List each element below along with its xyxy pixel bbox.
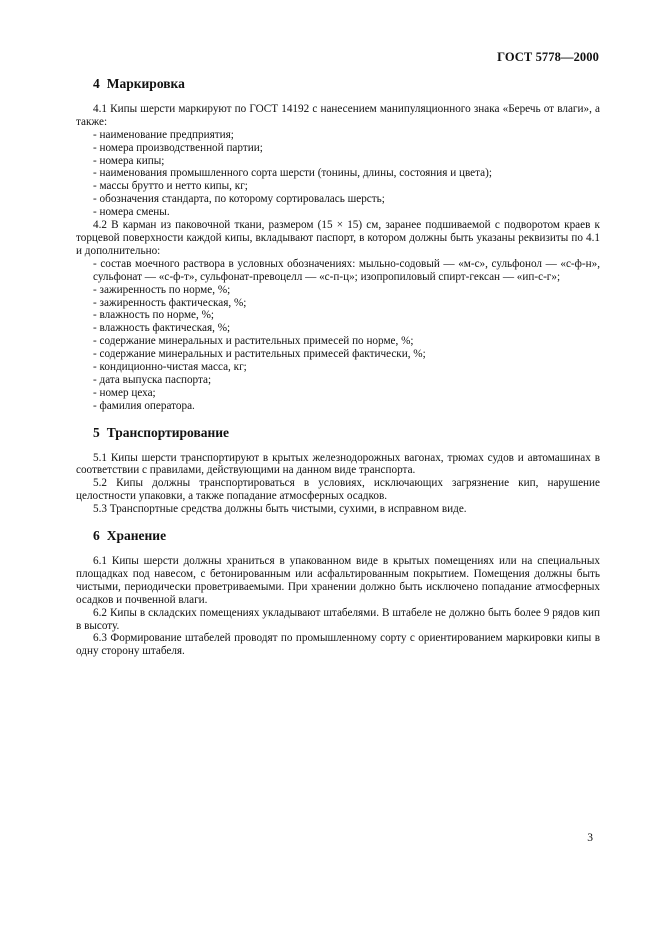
list-item: - наименование предприятия; — [93, 129, 600, 142]
section-title: Маркировка — [106, 76, 185, 91]
paragraph-6-3: 6.3 Формирование штабелей проводят по промышленному сорту с ориентированием маркировки кипы в одну сторону штабеля. — [76, 632, 600, 658]
standard-header: ГОСТ 5778—2000 — [497, 50, 599, 64]
passport-list — [76, 258, 600, 413]
list-item: - массы брутто и нетто кипы, кг; — [93, 180, 600, 193]
page-number: 3 — [587, 832, 593, 844]
list-item: - номера производственной партии; — [93, 142, 600, 155]
list-item: - состав моечного раствора в условных обозначениях: мыльно-содовый — «м-с», сульфонол — «с-ф-н», сульфонат — «с-ф-т», сульфонат-превоцелл — «с-п-ц»; изопропиловый спирт-гексан — «ип-с-г»; — [93, 258, 600, 284]
paragraph-6-2: 6.2 Кипы в складских помещениях укладывают штабелями. В штабеле не должно быть более 9 рядов кип в высоту. — [76, 606, 600, 632]
list-item: - влажность фактическая, %; — [93, 322, 600, 335]
list-item: - фамилия оператора. — [93, 400, 600, 413]
section-number: 6 — [93, 528, 100, 544]
list-item: - зажиренность по норме, %; — [93, 284, 600, 297]
section-heading-marking — [76, 78, 600, 91]
paragraph-5-1: 5.1 Кипы шерсти транспортируют в крытых железнодорожных вагонах, трюмах судов и автомашинах в соответствии с правилами, действующими на данном виде транспорта. — [76, 451, 600, 477]
list-item: - обозначения стандарта, по которому сортировалась шерсть; — [93, 193, 600, 206]
paragraph-6-1: 6.1 Кипы шерсти должны храниться в упакованном виде в крытых помещениях или на специальных площадках под навесом, с бетонированным или асфальтированным покрытием. Помещения должны быть чистыми, периодически проветриваемыми. При хранении должно быть исключено попадание атмосферных осадков и почвенной влаги. — [76, 555, 600, 606]
list-item: - кондиционно-чистая масса, кг; — [93, 361, 600, 374]
list-item: - зажиренность фактическая, %; — [93, 297, 600, 310]
paragraph-5-2: 5.2 Кипы должны транспортироваться в условиях, исключающих загрязнение кип, нарушение целостности упаковки, а также попадание атмосферных осадков. — [76, 477, 600, 503]
section-title: Хранение — [106, 528, 167, 544]
list-item: - содержание минеральных и растительных примесей фактически, %; — [93, 348, 600, 361]
section-number: 4 — [93, 76, 100, 91]
list-item: - содержание минеральных и растительных примесей по норме, %; — [93, 335, 600, 348]
list-item: - влажность по норме, %; — [93, 309, 600, 322]
paragraph-4-2: 4.2 В карман из паковочной ткани, размером (15 × 15) см, заранее подшиваемой с подворотом краев к торцевой поверхности каждой кипы, вкладывают паспорт, в котором должны быть указаны реквизиты по 4.1 и дополнительно: — [76, 219, 600, 257]
list-item: - дата выпуска паспорта; — [93, 374, 600, 387]
paragraph-4-1: 4.1 Кипы шерсти маркируют по ГОСТ 14192 с нанесением манипуляционного знака «Беречь от влаги», а также: — [76, 102, 600, 128]
section-title: Транспортирование — [106, 424, 230, 440]
section-heading-storage — [76, 530, 600, 543]
document-body — [76, 78, 600, 658]
list-item: - номера смены. — [93, 206, 600, 219]
section-number: 5 — [93, 424, 100, 440]
list-item: - номера кипы; — [93, 155, 600, 168]
paragraph-5-3: 5.3 Транспортные средства должны быть чистыми, сухими, в исправном виде. — [93, 503, 467, 516]
section-heading-transport — [76, 424, 600, 440]
list-item: - наименования промышленного сорта шерсти (тонины, длины, состояния и цвета); — [93, 167, 600, 180]
list-item: - номер цеха; — [93, 387, 600, 400]
marking-list — [76, 129, 600, 219]
